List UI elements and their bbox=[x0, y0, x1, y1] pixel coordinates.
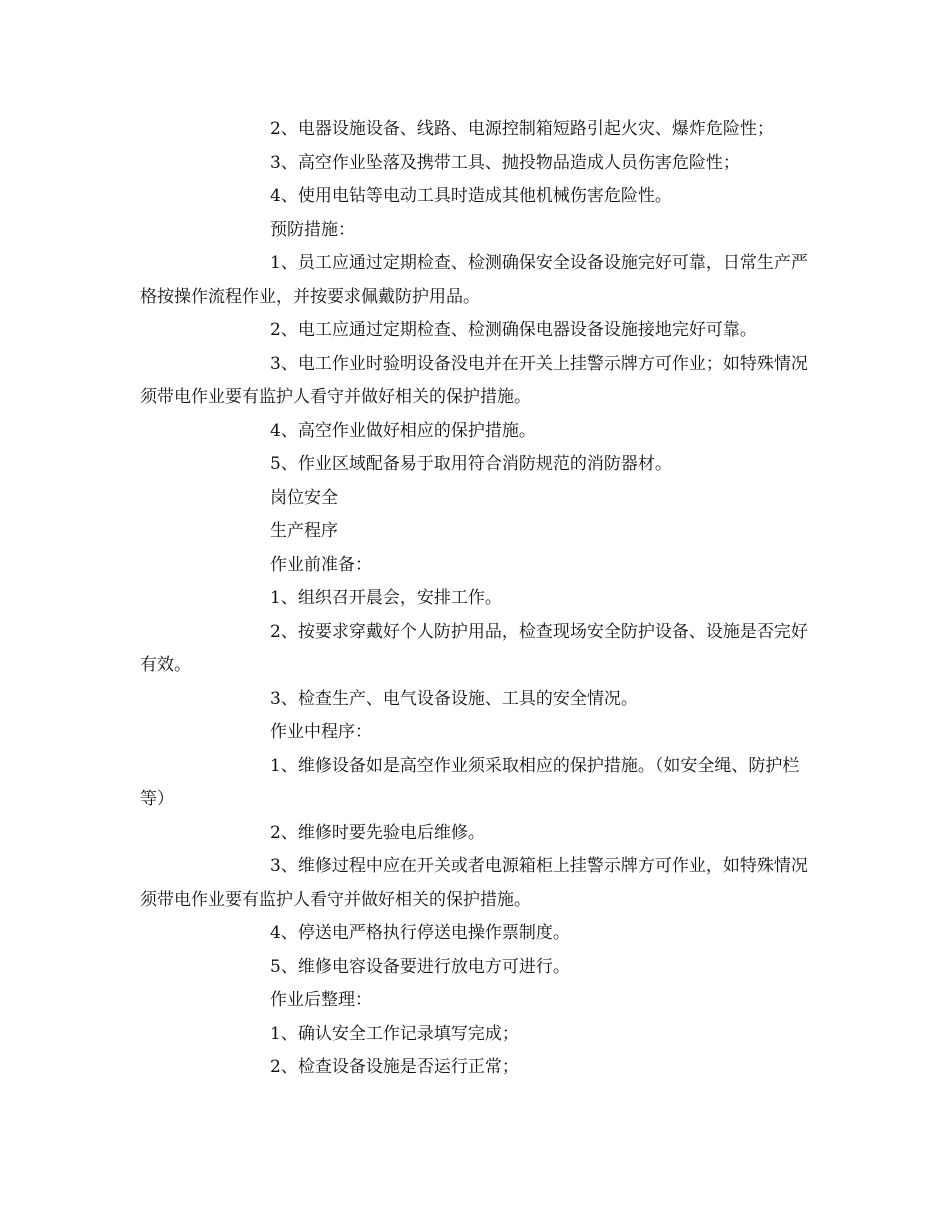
paragraph: 2、电工应通过定期检查、检测确保电器设备设施接地完好可靠。 bbox=[270, 320, 757, 340]
paragraph: 3、维修过程中应在开关或者电源箱柜上挂警示牌方可作业，如特殊情况须带电作业要有监护人看守并做好相关的保护措施。 bbox=[140, 856, 808, 910]
paragraph: 4、停送电严格执行停送电操作票制度。 bbox=[270, 923, 570, 943]
paragraph: 1、员工应通过定期检查、检测确保安全设备设施完好可靠，日常生产严格按操作流程作业，并按要求佩戴防护用品。 bbox=[140, 253, 808, 307]
paragraph: 2、检查设备设施是否运行正常； bbox=[270, 1057, 519, 1077]
paragraph: 4、使用电钻等电动工具时造成其他机械伤害危险性。 bbox=[270, 186, 672, 206]
section-heading: 岗位安全 bbox=[270, 487, 338, 508]
paragraph: 3、电工作业时验明设备没电并在开关上挂警示牌方可作业；如特殊情况须带电作业要有监护人看守并做好相关的保护措施。 bbox=[140, 353, 808, 407]
paragraph: 2、按要求穿戴好个人防护用品，检查现场安全防护设备、设施是否完好有效。 bbox=[140, 621, 808, 675]
paragraph: 2、维修时要先验电后维修。 bbox=[270, 822, 485, 843]
section-heading: 预防措施： bbox=[270, 219, 355, 240]
section-heading: 作业后整理： bbox=[270, 990, 372, 1010]
paragraph: 3、检查生产、电气设备设施、工具的安全情况。 bbox=[270, 688, 638, 709]
document-body bbox=[140, 113, 820, 1085]
paragraph: 1、确认安全工作记录填写完成； bbox=[270, 1023, 519, 1044]
paragraph: 5、作业区域配备易于取用符合消防规范的消防器材。 bbox=[270, 454, 672, 474]
paragraph: 1、组织召开晨会，安排工作。 bbox=[270, 588, 502, 608]
paragraph: 4、高空作业做好相应的保护措施。 bbox=[270, 420, 536, 441]
section-heading: 作业前准备： bbox=[270, 554, 372, 575]
section-heading: 作业中程序： bbox=[270, 722, 372, 742]
paragraph: 2、电器设施设备、线路、电源控制箱短路引起火灾、爆炸危险性； bbox=[270, 119, 774, 139]
paragraph: 1、维修设备如是高空作业须采取相应的保护措施。（如安全绳、防护栏等） bbox=[140, 755, 800, 809]
paragraph: 3、高空作业坠落及携带工具、抛投物品造成人员伤害危险性； bbox=[270, 152, 740, 173]
section-heading: 生产程序 bbox=[270, 521, 338, 541]
paragraph: 5、维修电容设备要进行放电方可进行。 bbox=[270, 956, 570, 977]
